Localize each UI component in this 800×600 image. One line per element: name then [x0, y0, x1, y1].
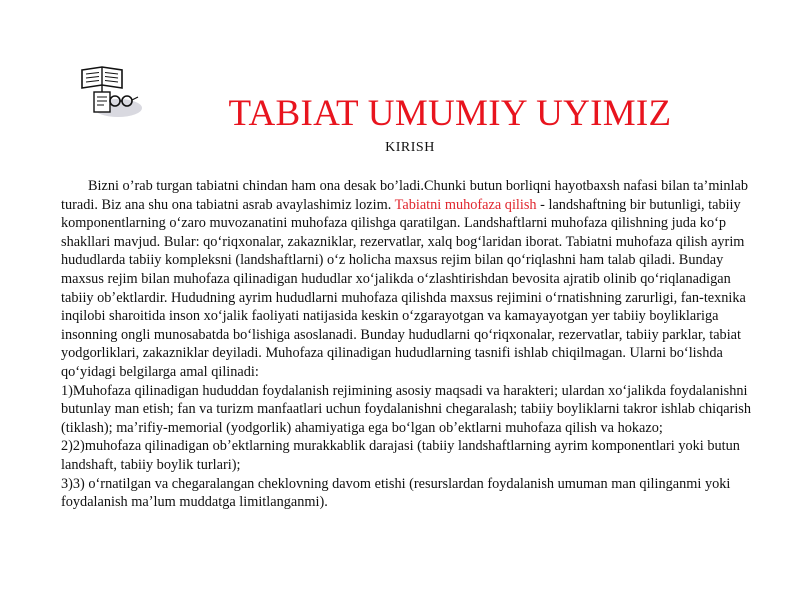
section-heading: KIRISH: [385, 140, 435, 155]
intro-text-rest: - landshaftning bir butunligi, tabiiy komponentlarning oʻzaro muvozanatini muhofaza qilishga qaratilgan. Landshaftlarni muhofaza qilishning juda koʻp shakllari mavjud. Bular: qoʻriqxonalar, zakazniklar, rezervatlar, xalq bogʻlaridan iborat. Tabiatni muhofaza qilish ayrim hududlarda tabiiy kompleksni (landshaftlarni) oʻz holicha maxsus rejim bilan qoʻriqlashni ham talab qiladi. Bunday maxsus rejim bilan muhofaza qilinadigan hududlar xoʻjalikda oʻzlashtirishdan bevosita ajratib olinib qoʻriqlanadigan tabiiy obʼektlardir. Hududning ayrim hududlarni muhofaza qilishda maxsus rejimini oʻrnatishning zarurligi, fan-texnika inqilobi sharoitida inson xoʻjalik faoliyati natijasida keskin oʻzgarayotgan va kamayayotgan yer tabiiy boyliklariga insonning ongli munosabatda boʻlishiga asoslanadi. Bunday hududlarni qoʻriqxonalar, rezervatlar, tabiiy parklar, tabiat yodgorliklari, zakazniklar deyiladi. Muhofaza qilinadigan hududlarning tasnifi ishlab chiqilmagan. Ularni boʻlishda qoʻyidagi belgilarga amal qilinadi:: [61, 196, 746, 380]
highlighted-term: Tabiatni muhofaza qilish: [394, 196, 537, 213]
page-title: TABIAT UMUMIY UYIMIZ: [228, 93, 672, 134]
list-item-2: 2)2)muhofaza qilinadigan obʼektlarning murakkablik darajasi (tabiiy landshaftlarning ayrim komponentlari yoki butun landshaft, tabiiy boylik turlari);: [61, 438, 740, 473]
body-text: [61, 177, 755, 512]
intro-paragraph: [61, 177, 755, 382]
list-item-3: 3)3) oʻrnatilgan va chegaralangan cheklovning davom etishi (resurslardan foydalanish umuman man qilinganmi yoki foydalanish maʼlum muddatga limitlanganmi).: [61, 475, 731, 511]
list-item-1: 1)Muhofaza qilinadigan hududdan foydalanish rejimining asosiy maqsadi va harakteri; ulardan xoʻjalikda foydalanishni butunlay man etish; fan va turizm manfaatlari uchun foydalanishni chegaralash; tabiiy boyliklarni takror ishlab chiqarish (tiklash); maʼrifiy-memorial (yodgorlik) ahamiyatiga ega boʻlgan obʼektlarni muhofaza qilish va hokazo;: [61, 382, 752, 436]
intro-text-start: Bizni o’rab turgan tabiatni chindan ham ona desak bo’ladi.Chunki butun borliqni hayotbaxsh nafasi bilan ta’minlab turadi. Biz ana shu ona tabiatni asrab avaylashimiz lozim.: [61, 178, 749, 213]
